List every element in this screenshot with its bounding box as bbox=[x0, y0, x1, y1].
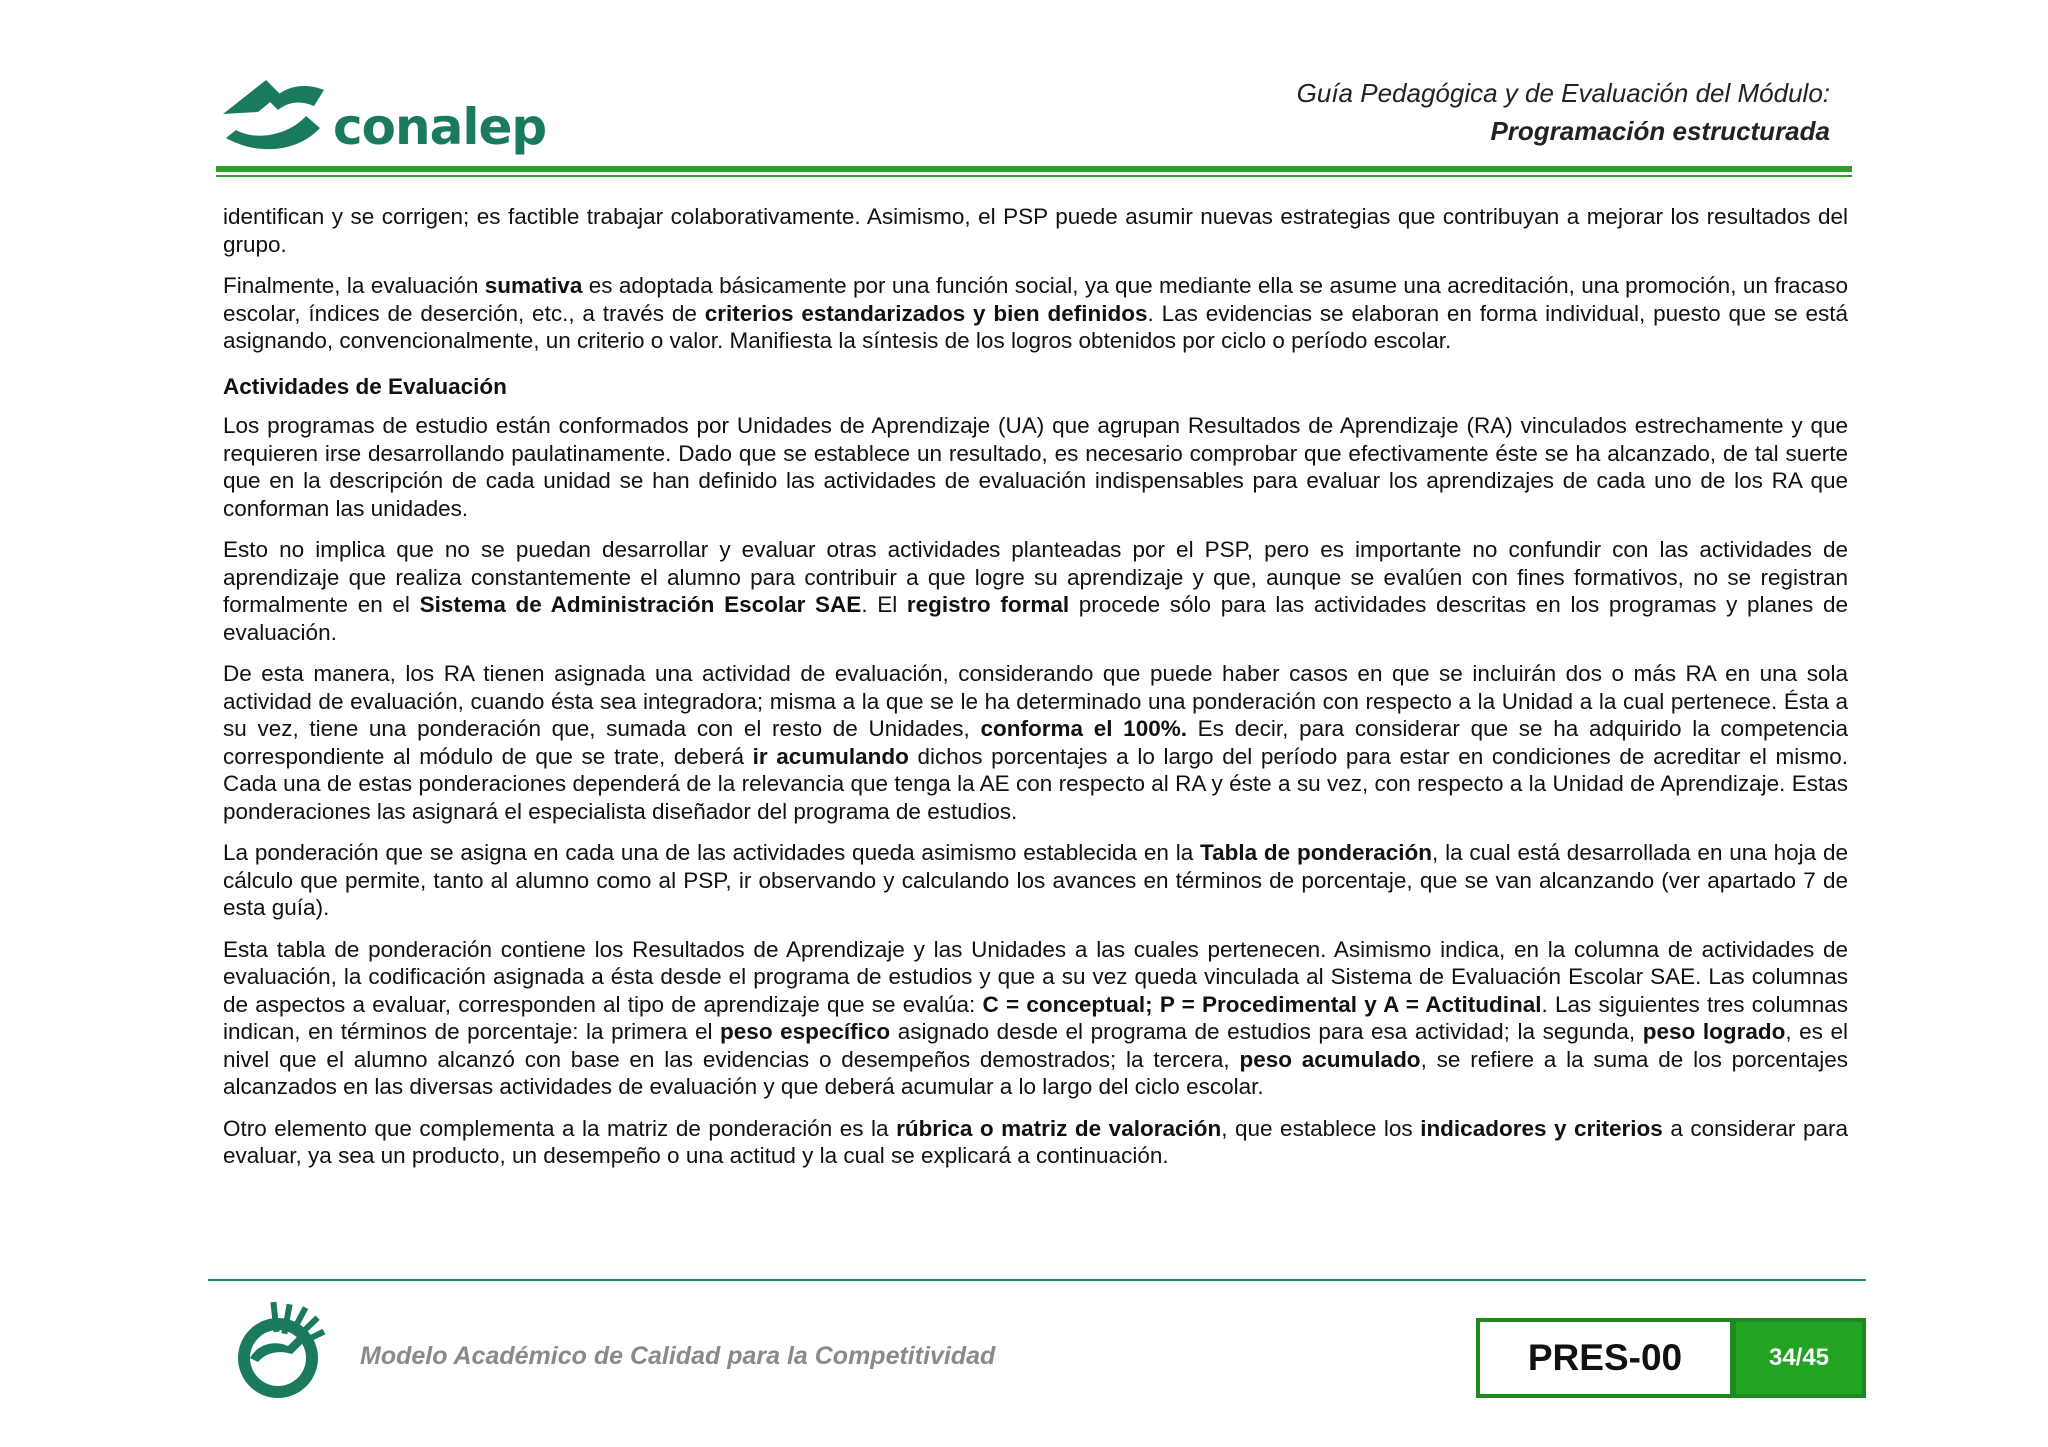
header-divider-thin bbox=[216, 175, 1852, 177]
document-code-box: PRES-00 bbox=[1476, 1318, 1734, 1398]
model-seal-logo bbox=[228, 1296, 338, 1406]
paragraph-2: Finalmente, la evaluación sumativa es adoptada básicamente por una función social, ya que mediante ella se asume una acreditación, una promoción, un fracaso escolar, índices de deserción, etc., a través de criterios estandarizados y bien definidos. Las evidencias se elaboran en forma individual, puesto que se está asignando, convencionalmente, un criterio o valor. Manifiesta la síntesis de los logros obtenidos por ciclo o período escolar. bbox=[223, 273, 1849, 353]
paragraph-3: Los programas de estudio están conformados por Unidades de Aprendizaje (UA) que agrupan Resultados de Aprendizaje (RA) vinculados estrechamente y que requieren irse desarrollando paulatinamente. Dado que se establece un resultado, es necesario comprobar que efectivamente éste se ha alcanzado, de tal suerte que en la descripción de cada unidad se han definido las actividades de evaluación indispensables para evaluar los aprendizajes de cada uno de los RA que conforman las unidades. bbox=[223, 413, 1848, 521]
section-heading: Actividades de Evaluación bbox=[223, 373, 507, 399]
conalep-logo-icon bbox=[218, 72, 328, 152]
paragraph-8: Otro elemento que complementa a la matriz de ponderación es la rúbrica o matriz de valoración, que establece los indicadores y criterios a considerar para evaluar, ya sea un producto, un desempeño o una actitud y la cual se explicará a continuación. bbox=[223, 1115, 1848, 1168]
document-header-title bbox=[1297, 74, 1830, 150]
page-number-box: 34/45 bbox=[1732, 1318, 1866, 1398]
footer-model-text: Modelo Académico de Calidad para la Competitividad bbox=[360, 1342, 996, 1370]
footer-divider bbox=[208, 1279, 1866, 1281]
header-divider-thick bbox=[216, 166, 1852, 172]
paragraph-5: De esta manera, los RA tienen asignada una actividad de evaluación, considerando que puede haber casos en que se incluirán dos o más RA en una sola actividad de evaluación, cuando ésta sea integradora; misma a la que se le ha determinado una ponderación con respecto a la Unidad a la cual pertenece. Ésta a su vez, tiene una ponderación que, sumada con el resto de Unidades, conforma el 100%. Es decir, para considerar que se ha adquirido la competencia correspondiente al módulo de que se trate, deberá ir acumulando dichos porcentajes a lo largo del período para estar en condiciones de acreditar el mismo. Cada una de estas ponderaciones dependerá de la relevancia que tenga la AE con respecto al RA y éste a su vez, con respecto a la Unidad de Aprendizaje. Estas ponderaciones las asignará el especialista diseñador del programa de estudios. bbox=[223, 661, 1849, 824]
paragraph-6: La ponderación que se asigna en cada una de las actividades queda asimismo establecida en la Tabla de ponderación, la cual está desarrollada en una hoja de cálculo que permite, tanto al alumno como al PSP, ir observando y calculando los avances en términos de porcentaje, que se van alcanzando (ver apartado 7 de esta guía). bbox=[223, 840, 1848, 920]
document-body bbox=[223, 203, 1848, 1184]
paragraph-4: Esto no implica que no se puedan desarrollar y evaluar otras actividades planteadas por el PSP, pero es importante no confundir con las actividades de aprendizaje que realiza constantemente el alumno para contribuir a que logre su aprendizaje y que, aunque se evalúen con fines formativos, no se registran formalmente en el Sistema de Administración Escolar SAE. El registro formal procede sólo para las actividades descritas en los programas y planes de evaluación. bbox=[223, 537, 1848, 645]
conalep-logo bbox=[218, 70, 547, 160]
conalep-wordmark: conalep bbox=[333, 98, 547, 156]
paragraph-7: Esta tabla de ponderación contiene los Resultados de Aprendizaje y las Unidades a las cuales pertenecen. Asimismo indica, en la columna de actividades de evaluación, la codificación asignada a ésta desde el programa de estudios y que a su vez queda vinculada al Sistema de Evaluación Escolar SAE. Las columnas de aspectos a evaluar, corresponden al tipo de aprendizaje que se evalúa: C = conceptual; P = Procedimental y A = Actitudinal. Las siguientes tres columnas indican, en términos de porcentaje: la primera el peso específico asignado desde el programa de estudios para esa actividad; la segunda, peso logrado, es el nivel que el alumno alcanzó con base en las evidencias o desempeños demostrados; la tercera, peso acumulado, se refiere a la suma de los porcentajes alcanzados en las diversas actividades de evaluación y que deberá acumular a lo largo del ciclo escolar. bbox=[223, 936, 1849, 1099]
paragraph-1: identifican y se corrigen; es factible trabajar colaborativamente. Asimismo, el PSP puede asumir nuevas estrategias que contribuyan a mejorar los resultados del grupo. bbox=[223, 204, 1848, 257]
header-title-module: Programación estructurada bbox=[1490, 116, 1830, 146]
header-title-line1: Guía Pedagógica y de Evaluación del Módulo: bbox=[1296, 78, 1830, 108]
model-seal-icon bbox=[228, 1296, 338, 1406]
